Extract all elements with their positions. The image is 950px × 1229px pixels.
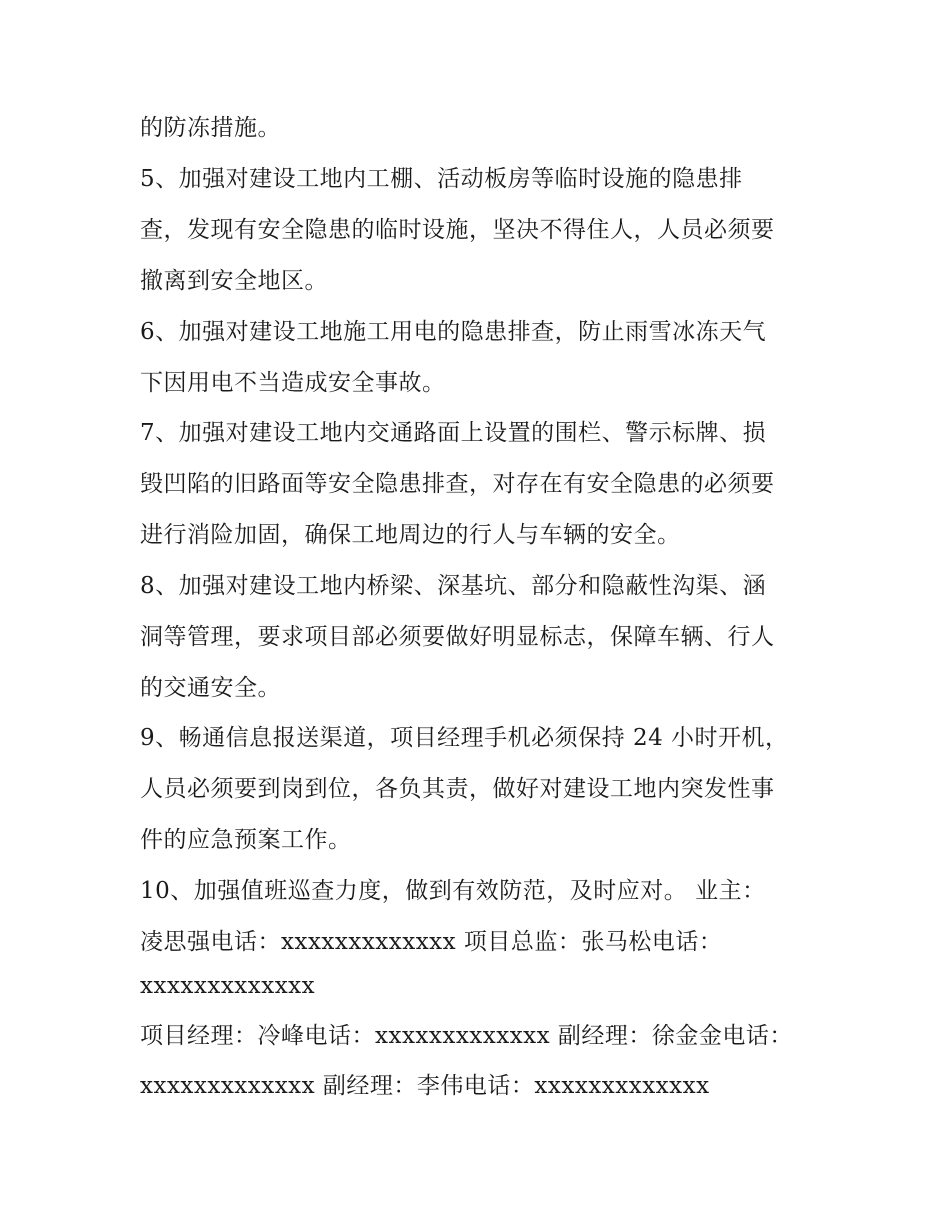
text-line: xxxxxxxxxxxxx 副经理：李伟电话：xxxxxxxxxxxxx: [140, 1073, 710, 1099]
text-line: 9、畅通信息报送渠道，项目经理手机必须保持 24 小时开机，: [140, 725, 789, 751]
text-line: 人员必须要到岗到位，各负其责，做好对建设工地内突发性事: [140, 776, 775, 802]
text-line: 毁凹陷的旧路面等安全隐患排查，对存在有安全隐患的必须要: [140, 471, 775, 497]
text-line: 项目经理：冷峰电话：xxxxxxxxxxxxx 副经理：徐金金电话：: [140, 1023, 793, 1049]
text-line: 查，发现有安全隐患的临时设施，坚决不得住人，人员必须要: [140, 217, 775, 243]
text-line: 5、加强对建设工地内工棚、活动板房等临时设施的隐患排: [140, 166, 743, 192]
text-line: 撤离到安全地区。: [140, 268, 328, 294]
text-line: 凌思强电话：xxxxxxxxxxxxx 项目总监：张马松电话：: [140, 929, 723, 955]
text-line: 件的应急预案工作。: [140, 827, 352, 853]
text-line: 进行消险加固，确保工地周边的行人与车辆的安全。: [140, 522, 681, 548]
text-line: 10、加强值班巡查力度，做到有效防范，及时应对。 业主：: [140, 878, 766, 904]
text-line: 8、加强对建设工地内桥梁、深基坑、部分和隐蔽性沟渠、涵: [140, 573, 767, 599]
text-line: 的交通安全。: [140, 675, 281, 701]
text-line: 的防冻措施。: [140, 115, 281, 141]
text-line: 下因用电不当造成安全事故。: [140, 370, 446, 396]
text-line: 7、加强对建设工地内交通路面上设置的围栏、警示标牌、损: [140, 420, 767, 446]
text-line: 洞等管理，要求项目部必须要做好明显标志，保障车辆、行人: [140, 624, 775, 650]
text-line: xxxxxxxxxxxxx: [140, 973, 316, 999]
text-line: 6、加强对建设工地施工用电的隐患排查，防止雨雪冰冻天气: [140, 319, 767, 345]
